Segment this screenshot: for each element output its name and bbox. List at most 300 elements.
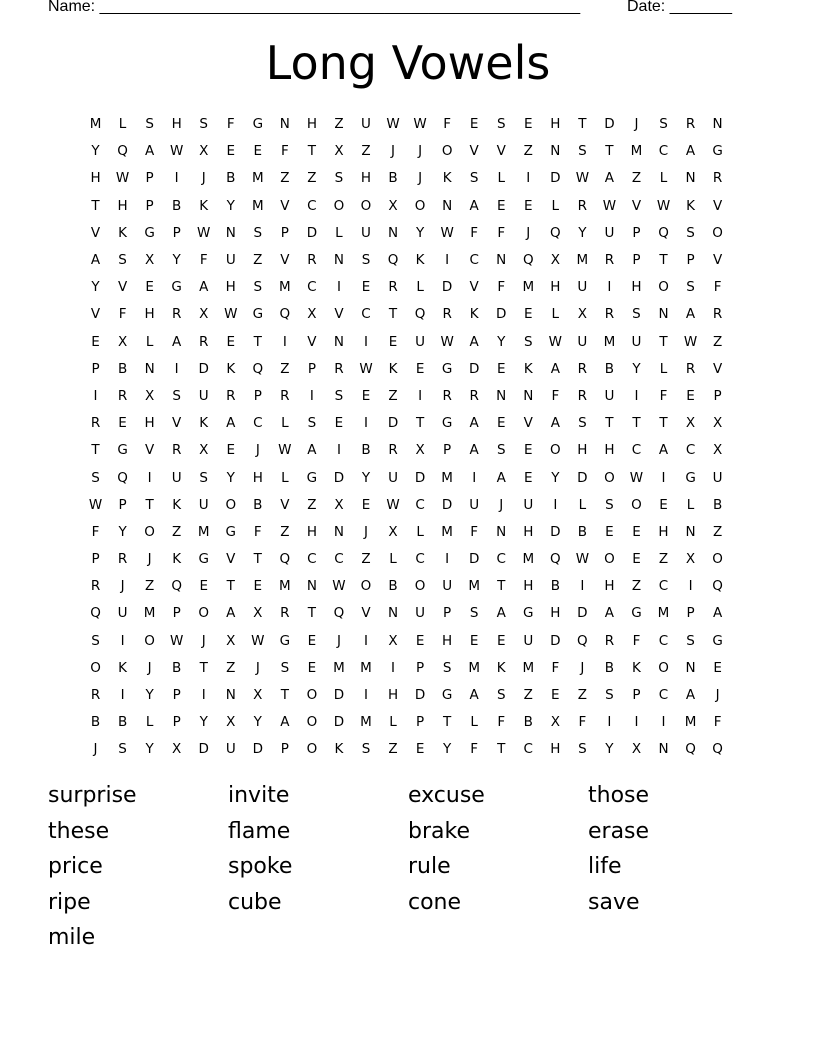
grid-letter: I: [174, 170, 179, 187]
grid-letter: C: [658, 687, 669, 704]
grid-letter: O: [604, 551, 615, 568]
grid-letter: R: [280, 387, 290, 404]
grid-letter: R: [280, 605, 290, 622]
grid-letter: D: [414, 469, 426, 486]
grid-letter: M: [684, 714, 697, 731]
grid-letter: R: [117, 387, 128, 404]
grid-letter: N: [658, 306, 669, 323]
grid-letter: S: [199, 469, 208, 486]
grid-letter: O: [658, 659, 669, 676]
grid-letter: R: [199, 333, 209, 350]
grid-letter: R: [388, 279, 398, 296]
grid-letter: C: [307, 279, 317, 296]
word-list-item: brake: [408, 818, 470, 844]
grid-letter: O: [225, 496, 237, 513]
grid-letter: V: [144, 442, 155, 459]
grid-letter: V: [496, 143, 506, 160]
grid-letter: W: [251, 632, 265, 649]
grid-letter: S: [686, 632, 695, 649]
grid-letter: W: [169, 632, 184, 649]
grid-letter: N: [550, 143, 561, 160]
grid-letter: X: [199, 143, 209, 160]
grid-letter: Y: [253, 714, 262, 731]
grid-letter: U: [415, 333, 426, 350]
grid-letter: P: [280, 224, 289, 241]
grid-letter: B: [117, 360, 128, 377]
grid-letter: N: [333, 523, 344, 540]
grid-letter: O: [658, 279, 669, 296]
grid-letter: H: [604, 578, 615, 595]
grid-letter: L: [416, 523, 424, 540]
grid-letter: O: [306, 741, 318, 758]
grid-letter: J: [147, 551, 152, 568]
grid-letter: Z: [280, 523, 290, 540]
grid-letter: X: [712, 415, 723, 432]
grid-letter: J: [120, 578, 125, 595]
grid-letter: F: [118, 306, 127, 323]
grid-letter: V: [334, 306, 344, 323]
grid-letter: K: [226, 360, 236, 377]
grid-letter: S: [145, 116, 154, 133]
word-list-item: flame: [228, 818, 291, 844]
grid-letter: R: [577, 197, 588, 214]
grid-letter: I: [120, 632, 125, 649]
grid-letter: U: [388, 469, 398, 486]
grid-letter: S: [199, 116, 208, 133]
grid-letter: E: [334, 415, 344, 432]
grid-letter: T: [307, 143, 317, 160]
grid-letter: G: [198, 551, 209, 568]
grid-letter: F: [443, 116, 452, 133]
grid-letter: Y: [361, 469, 371, 486]
grid-letter: V: [712, 197, 723, 214]
grid-letter: B: [523, 714, 533, 731]
grid-letter: F: [497, 714, 506, 731]
grid-letter: P: [118, 496, 127, 513]
grid-letter: T: [443, 714, 452, 731]
grid-letter: A: [550, 415, 560, 432]
grid-letter: V: [172, 415, 182, 432]
grid-letter: P: [686, 605, 695, 622]
grid-letter: I: [553, 496, 558, 513]
grid-letter: A: [469, 197, 479, 214]
grid-letter: Z: [307, 496, 317, 513]
grid-letter: U: [577, 279, 588, 296]
grid-letter: K: [632, 659, 641, 676]
grid-letter: F: [280, 143, 289, 160]
grid-row: [82, 356, 732, 383]
grid-letter: A: [469, 415, 479, 432]
grid-letter: G: [441, 415, 453, 432]
grid-letter: K: [172, 496, 182, 513]
grid-letter: B: [117, 714, 128, 731]
grid-letter: N: [658, 741, 669, 758]
grid-letter: E: [307, 632, 317, 649]
grid-letter: D: [550, 523, 561, 540]
grid-letter: Z: [658, 551, 669, 568]
grid-letter: W: [88, 496, 103, 513]
grid-letter: N: [144, 360, 155, 377]
grid-row: [82, 193, 732, 220]
grid-letter: I: [174, 360, 179, 377]
grid-letter: J: [147, 659, 152, 676]
grid-letter: I: [634, 714, 639, 731]
grid-letter: F: [551, 387, 560, 404]
grid-letter: Y: [578, 224, 587, 241]
grid-letter: I: [364, 632, 368, 649]
grid-letter: Q: [712, 578, 723, 595]
grid-letter: E: [524, 469, 533, 486]
grid-letter: E: [361, 279, 371, 296]
grid-letter: V: [280, 496, 290, 513]
grid-letter: J: [526, 224, 531, 241]
grid-letter: V: [712, 252, 723, 269]
grid-letter: L: [578, 496, 587, 513]
grid-letter: W: [413, 116, 427, 133]
grid-letter: K: [415, 252, 425, 269]
grid-letter: D: [414, 687, 426, 704]
word-list-item: save: [588, 889, 640, 915]
grid-letter: H: [604, 442, 615, 459]
grid-letter: A: [469, 333, 479, 350]
grid-letter: C: [334, 551, 344, 568]
grid-letter: S: [280, 659, 290, 676]
grid-letter: Q: [387, 252, 399, 269]
grid-letter: R: [442, 306, 452, 323]
grid-letter: A: [685, 143, 696, 160]
grid-letter: W: [548, 333, 562, 350]
grid-letter: F: [253, 523, 262, 540]
grid-letter: S: [118, 741, 127, 758]
grid-letter: N: [685, 170, 696, 187]
grid-letter: O: [144, 632, 155, 649]
grid-letter: J: [418, 170, 423, 187]
grid-letter: P: [632, 252, 641, 269]
grid-letter: M: [197, 523, 210, 540]
grid-letter: P: [632, 687, 641, 704]
grid-letter: I: [418, 387, 423, 404]
grid-letter: E: [632, 523, 641, 540]
grid-row: [82, 383, 732, 410]
grid-letter: V: [117, 279, 128, 296]
grid-letter: C: [361, 306, 371, 323]
grid-letter: B: [172, 197, 182, 214]
grid-letter: U: [361, 116, 371, 133]
grid-letter: L: [659, 360, 668, 377]
grid-letter: A: [604, 605, 615, 622]
grid-letter: I: [445, 551, 450, 568]
grid-letter: B: [90, 714, 101, 731]
word-list-item: those: [588, 783, 650, 808]
grid-letter: A: [226, 605, 236, 622]
grid-letter: Q: [414, 306, 426, 323]
grid-letter: Z: [361, 551, 371, 568]
grid-letter: P: [443, 442, 452, 459]
grid-letter: L: [281, 469, 289, 486]
grid-letter: F: [551, 659, 560, 676]
grid-letter: L: [118, 116, 127, 133]
grid-letter: A: [685, 687, 696, 704]
grid-row: [82, 274, 732, 301]
grid-letter: F: [713, 714, 722, 731]
grid-letter: H: [550, 116, 561, 133]
grid-letter: J: [634, 116, 639, 133]
grid-letter: M: [279, 578, 291, 595]
grid-letter: N: [279, 116, 290, 133]
grid-letter: Y: [199, 714, 208, 731]
grid-letter: N: [496, 252, 507, 269]
grid-letter: S: [334, 170, 344, 187]
grid-letter: I: [336, 279, 341, 296]
grid-letter: D: [333, 469, 345, 486]
grid-letter: Z: [144, 578, 155, 595]
grid-letter: S: [578, 143, 587, 160]
grid-letter: K: [199, 415, 209, 432]
grid-letter: X: [172, 741, 182, 758]
grid-letter: P: [145, 197, 154, 214]
grid-letter: R: [307, 252, 317, 269]
grid-letter: F: [470, 523, 479, 540]
grid-letter: C: [685, 442, 696, 459]
grid-letter: O: [360, 197, 372, 214]
grid-letter: B: [388, 578, 398, 595]
grid-letter: W: [575, 170, 590, 187]
grid-letter: V: [280, 252, 290, 269]
grid-letter: J: [93, 741, 98, 758]
grid-letter: R: [604, 306, 615, 323]
grid-letter: Y: [415, 224, 425, 241]
grid-letter: C: [658, 578, 669, 595]
grid-letter: H: [306, 116, 317, 133]
grid-letter: G: [523, 605, 534, 622]
grid-row: [82, 111, 732, 138]
grid-letter: X: [334, 143, 344, 160]
word-list-item: these: [48, 818, 110, 844]
grid-letter: N: [496, 523, 507, 540]
grid-letter: H: [550, 605, 561, 622]
grid-letter: J: [418, 143, 423, 160]
grid-letter: X: [388, 197, 398, 214]
grid-letter: E: [415, 360, 425, 377]
grid-letter: I: [364, 415, 368, 432]
grid-letter: Q: [712, 741, 723, 758]
grid-letter: I: [688, 578, 693, 595]
word-list-item: surprise: [48, 783, 137, 808]
grid-letter: L: [470, 714, 478, 731]
grid-letter: H: [658, 523, 669, 540]
grid-letter: S: [334, 387, 344, 404]
grid-letter: L: [416, 279, 424, 296]
grid-letter: X: [253, 605, 263, 622]
grid-letter: Q: [90, 605, 101, 622]
grid-letter: T: [253, 551, 262, 568]
grid-letter: S: [496, 442, 506, 459]
grid-letter: Y: [91, 279, 100, 296]
grid-letter: T: [199, 659, 208, 676]
grid-letter: O: [360, 578, 372, 595]
grid-letter: I: [607, 714, 612, 731]
grid-letter: B: [226, 170, 236, 187]
grid-letter: E: [551, 687, 560, 704]
grid-letter: X: [144, 252, 155, 269]
grid-letter: T: [605, 415, 614, 432]
grid-letter: X: [199, 306, 209, 323]
grid-letter: Z: [712, 333, 723, 350]
grid-letter: B: [604, 659, 615, 676]
grid-letter: Z: [523, 687, 533, 704]
grid-letter: X: [577, 306, 587, 323]
grid-letter: U: [415, 605, 426, 622]
grid-letter: H: [550, 279, 561, 296]
grid-letter: E: [605, 523, 614, 540]
grid-letter: A: [144, 143, 155, 160]
grid-letter: Q: [171, 578, 182, 595]
grid-letter: M: [143, 605, 156, 622]
grid-letter: W: [656, 197, 671, 214]
grid-letter: D: [252, 741, 263, 758]
grid-letter: U: [604, 224, 615, 241]
grid-letter: D: [468, 551, 480, 568]
grid-letter: E: [524, 116, 533, 133]
grid-letter: M: [360, 714, 372, 731]
grid-row: [82, 138, 732, 165]
grid-letter: X: [550, 714, 560, 731]
grid-letter: T: [253, 333, 262, 350]
grid-letter: R: [90, 687, 101, 704]
grid-letter: B: [253, 496, 263, 513]
grid-letter: B: [550, 578, 560, 595]
grid-letter: W: [169, 143, 184, 160]
grid-letter: N: [712, 116, 723, 133]
grid-letter: P: [91, 360, 100, 377]
grid-letter: S: [496, 687, 506, 704]
grid-letter: M: [441, 523, 453, 540]
grid-letter: H: [252, 469, 263, 486]
grid-letter: W: [629, 469, 644, 486]
grid-letter: A: [712, 605, 723, 622]
grid-letter: Z: [712, 523, 723, 540]
grid-letter: Q: [685, 741, 696, 758]
grid-letter: D: [198, 741, 209, 758]
grid-letter: X: [226, 632, 236, 649]
word-list-item: invite: [228, 783, 290, 808]
grid-letter: V: [90, 224, 101, 241]
grid-row: [82, 247, 732, 274]
grid-letter: L: [659, 170, 668, 187]
grid-letter: N: [685, 659, 696, 676]
grid-letter: L: [686, 496, 695, 513]
grid-letter: E: [469, 632, 479, 649]
grid-letter: M: [630, 143, 643, 160]
grid-letter: L: [281, 415, 289, 432]
grid-letter: I: [634, 387, 639, 404]
grid-letter: V: [712, 360, 723, 377]
grid-letter: X: [631, 741, 642, 758]
grid-letter: E: [253, 578, 263, 595]
grid-letter: P: [91, 551, 100, 568]
grid-letter: I: [661, 714, 666, 731]
grid-letter: M: [522, 659, 535, 676]
grid-letter: H: [631, 279, 642, 296]
grid-letter: E: [524, 306, 533, 323]
grid-letter: S: [118, 252, 127, 269]
grid-letter: Q: [333, 605, 345, 622]
grid-letter: T: [497, 578, 506, 595]
grid-letter: M: [603, 333, 616, 350]
grid-letter: P: [172, 687, 181, 704]
grid-letter: P: [145, 170, 154, 187]
grid-letter: S: [632, 306, 641, 323]
grid-letter: E: [496, 360, 506, 377]
grid-row: [82, 165, 732, 192]
grid-letter: R: [604, 632, 615, 649]
grid-letter: I: [661, 469, 666, 486]
grid-letter: S: [307, 415, 317, 432]
grid-letter: V: [361, 605, 371, 622]
grid-row: [82, 709, 732, 736]
grid-letter: I: [93, 387, 98, 404]
grid-letter: E: [226, 442, 236, 459]
grid-row: [82, 301, 732, 328]
grid-row: [82, 464, 732, 491]
grid-letter: Z: [280, 360, 290, 377]
grid-letter: H: [550, 741, 561, 758]
grid-letter: P: [172, 714, 181, 731]
grid-letter: G: [117, 442, 128, 459]
word-list-item: life: [588, 854, 622, 880]
grid-letter: P: [280, 741, 289, 758]
grid-letter: W: [224, 306, 238, 323]
grid-letter: J: [499, 496, 504, 513]
grid-letter: Z: [523, 143, 533, 160]
grid-letter: Z: [253, 252, 263, 269]
grid-letter: T: [497, 741, 506, 758]
grid-letter: S: [605, 687, 614, 704]
grid-letter: A: [685, 306, 696, 323]
grid-letter: V: [469, 279, 479, 296]
grid-letter: T: [632, 415, 641, 432]
grid-letter: W: [575, 551, 590, 568]
grid-letter: B: [172, 659, 182, 676]
grid-letter: T: [280, 687, 289, 704]
grid-letter: O: [441, 143, 453, 160]
grid-letter: Y: [551, 469, 560, 486]
grid-letter: X: [388, 523, 398, 540]
grid-letter: E: [415, 632, 425, 649]
grid-row: [82, 682, 732, 709]
grid-letter: B: [604, 360, 615, 377]
grid-row: [82, 220, 732, 247]
grid-letter: E: [226, 143, 236, 160]
grid-letter: V: [90, 306, 101, 323]
grid-letter: T: [91, 197, 100, 214]
grid-letter: G: [306, 469, 318, 486]
grid-letter: R: [226, 387, 236, 404]
grid-letter: R: [577, 387, 588, 404]
grid-letter: Y: [226, 197, 235, 214]
grid-letter: E: [632, 551, 641, 568]
grid-letter: D: [550, 170, 561, 187]
grid-letter: L: [551, 306, 560, 323]
grid-letter: P: [172, 224, 181, 241]
grid-letter: I: [120, 687, 125, 704]
word-list-item: ripe: [48, 889, 91, 915]
grid-letter: E: [226, 333, 236, 350]
grid-letter: Q: [279, 306, 291, 323]
grid-letter: R: [171, 306, 182, 323]
grid-letter: K: [118, 224, 127, 241]
word-list-item: price: [48, 854, 103, 880]
